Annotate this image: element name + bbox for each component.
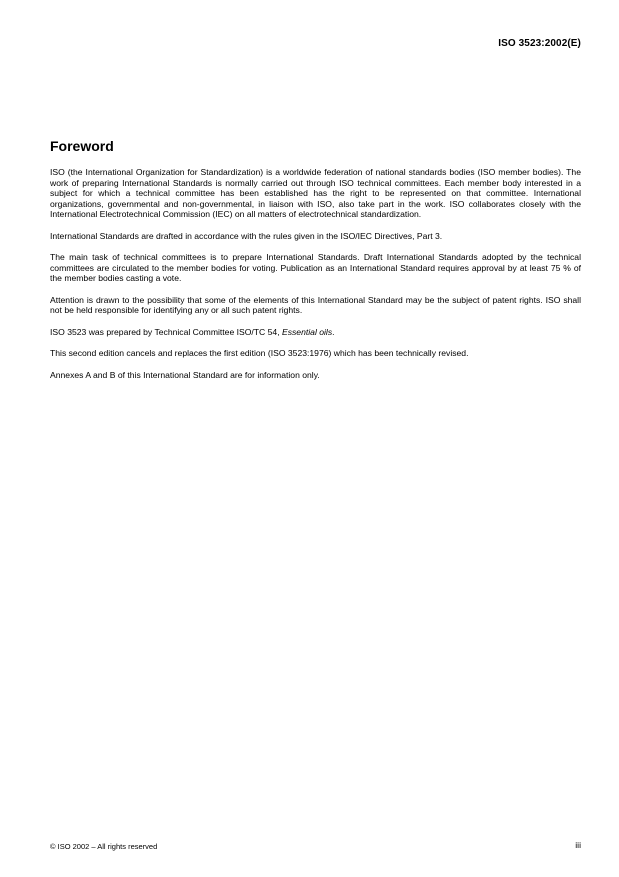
foreword-body [50, 167, 581, 391]
committee-name: Essential oils [281, 326, 333, 337]
footer-copyright: © ISO 2002 – All rights reserved [50, 842, 158, 851]
foreword-title: Foreword [50, 138, 114, 154]
paragraph-iso-intro: ISO (the International Organization for Standardization) is a worldwide federation of national standards bodies (ISO member bodies). The work of preparing International Standards is normally carried out through ISO technical committees. Each member body interested in a subject for which a technical committee has been established has the right to be represented on that committee. International organizations, governmental and non-governmental, in liaison with ISO, also take part in the work. ISO collaborates closely with the International Electrotechnical Commission (IEC) on all matters of electrotechnical standardization. [50, 167, 581, 219]
prepared-by-suffix: . [332, 326, 335, 337]
paragraph-patent-rights: Attention is drawn to the possibility that some of the elements of this International Standard may be the subject of patent rights. ISO shall not be held responsible for identifying any or all such patent rights. [50, 294, 581, 315]
paragraph-annex-note: Annexes A and B of this International Standard are for information only. [50, 369, 320, 380]
paragraph-main-task: The main task of technical committees is to prepare International Standards. Draft International Standards adopted by the technical committees are circulated to the member bodies for voting. Publication as an International Standard requires approval by at least 75 % of the member bodies casting a vote. [50, 252, 581, 283]
paragraph-directives: International Standards are drafted in accordance with the rules given in the ISO/IEC Directives, Part 3. [50, 230, 443, 241]
prepared-by-prefix: ISO 3523 was prepared by Technical Committee ISO/TC 54, [50, 326, 282, 337]
paragraph-edition-note: This second edition cancels and replaces the first edition (ISO 3523:1976) which has been technically revised. [50, 348, 469, 358]
document-id-header: ISO 3523:2002(E) [498, 38, 581, 49]
footer-page-number: iii [575, 840, 581, 850]
paragraph-prepared-by [50, 327, 581, 338]
